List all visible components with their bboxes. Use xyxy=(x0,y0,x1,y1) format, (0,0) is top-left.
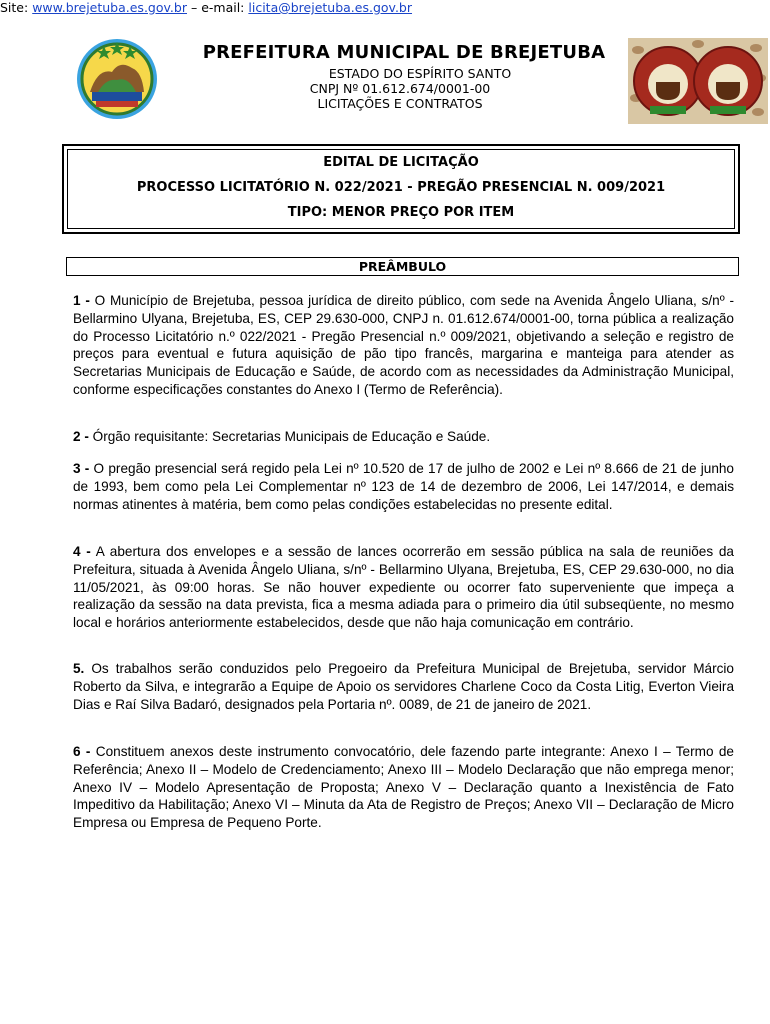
municipal-seal-logo xyxy=(76,38,158,120)
state-name: ESTADO DO ESPÍRITO SANTO xyxy=(328,66,512,81)
bid-type: TIPO: MENOR PREÇO POR ITEM xyxy=(287,205,515,220)
email-label: – e-mail: xyxy=(190,0,245,15)
coffee-badge-logo xyxy=(628,38,768,124)
item-text: Os trabalhos serão conduzidos pelo Pregoeiro da Prefeitura Municipal de Brejetuba, servidor Márcio Roberto da Silva, e integrarão a Equipe de Apoio os servidores Charlene Coco da Costa Litig, Everton Vieira Dias e Raí Silva Badaró, designados pela Portaria nº. 0089, de 21 de janeiro de 2021. xyxy=(73,661,734,712)
preamble-item-3 xyxy=(73,460,734,513)
site-label: Site: xyxy=(0,0,29,15)
item-number: 6 - xyxy=(73,744,91,759)
edital-heading: EDITAL DE LICITAÇÃO xyxy=(323,155,479,170)
item-text: A abertura dos envelopes e a sessão de lances ocorrerão em sessão pública na sala de reuniões da Prefeitura, situada à Avenida Ângelo Uliana, s/nº - Bellarmino Ulyana, Brejetuba, ES, CEP 29.630-000, no dia 11/05/2021, às 09:00 horas. Se não houver expediente ou ocorrer fato superveniente que impeça a realização da sessão na data prevista, fica a mesma adiada para o primeiro dia útil subseqüente, no mesmo local e horários anteriormente estabelecidos, desde que não haja comunicação em contrário. xyxy=(73,544,734,631)
item-number: 4 - xyxy=(73,544,91,559)
item-number: 1 - xyxy=(73,293,90,308)
letterhead xyxy=(0,0,770,135)
email-link[interactable]: licita@brejetuba.es.gov.br xyxy=(248,0,413,15)
preamble-item-4 xyxy=(73,543,734,632)
preamble-item-6 xyxy=(73,743,734,832)
item-text: O pregão presencial será regido pela Lei nº 10.520 de 17 de julho de 2002 e Lei nº 8.666 de 21 de junho de 1993, bem como pela Lei Complementar nº 123 de 14 de dezembro de 2006, Lei 147/2014, e demais normas atinentes à matéria, bem como pelas condições estabelecidas no presente edital. xyxy=(73,461,734,512)
item-text: Órgão requisitante: Secretarias Municipais de Educação e Saúde. xyxy=(88,429,491,444)
preamble-item-2 xyxy=(73,428,734,446)
site-link[interactable]: www.brejetuba.es.gov.br xyxy=(32,0,187,15)
preamble-heading: PREÂMBULO xyxy=(66,257,739,276)
item-number: 2 - xyxy=(73,429,89,444)
department-name: LICITAÇÕES E CONTRATOS xyxy=(317,96,483,111)
item-text: O Município de Brejetuba, pessoa jurídica de direito público, com sede na Avenida Ângelo Uliana, s/nº - Bellarmino Ulyana, Brejetuba, ES, CEP 29.630-000, CNPJ n. 01.612.674/0001-00, torna pública a realização do Processo Licitatório n.º 022/2021 - Pregão Presencial n.º 009/2021, objetivando a seleção e registro de preços para eventual e futura aquisição de pão tipo francês, margarina e manteiga para atender as Secretarias Municipais de Educação e Saúde, de acordo com as necessidades da Administração Municipal, conforme especificações constantes do Anexo I (Termo de Referência). xyxy=(73,293,734,397)
preamble-item-1 xyxy=(73,292,734,399)
item-text: Constituem anexos deste instrumento convocatório, dele fazendo parte integrante: Anexo I – Termo de Referência; Anexo II – Modelo de Credenciamento; Anexo III – Modelo Declaração que não emprega menor; Anexo IV – Modelo Apresentação de Proposta; Anexo V – Declaração quanto a Inexistência de Fato Impeditivo da Habilitação; Anexo VI – Minuta da Ata de Registro de Preços; Anexo VII – Declaração de Micro Empresa ou Empresa de Pequeno Porte. xyxy=(73,744,734,831)
process-number: PROCESSO LICITATÓRIO N. 022/2021 - PREGÃO PRESENCIAL N. 009/2021 xyxy=(136,180,666,195)
municipality-title: PREFEITURA MUNICIPAL DE BREJETUBA xyxy=(202,42,606,63)
contact-line xyxy=(0,0,480,15)
item-number: 5. xyxy=(73,661,85,676)
item-number: 3 - xyxy=(73,461,90,476)
edital-title-box xyxy=(62,144,740,234)
cnpj-number: CNPJ Nº 01.612.674/0001-00 xyxy=(309,81,491,96)
preamble-item-5 xyxy=(73,660,734,713)
